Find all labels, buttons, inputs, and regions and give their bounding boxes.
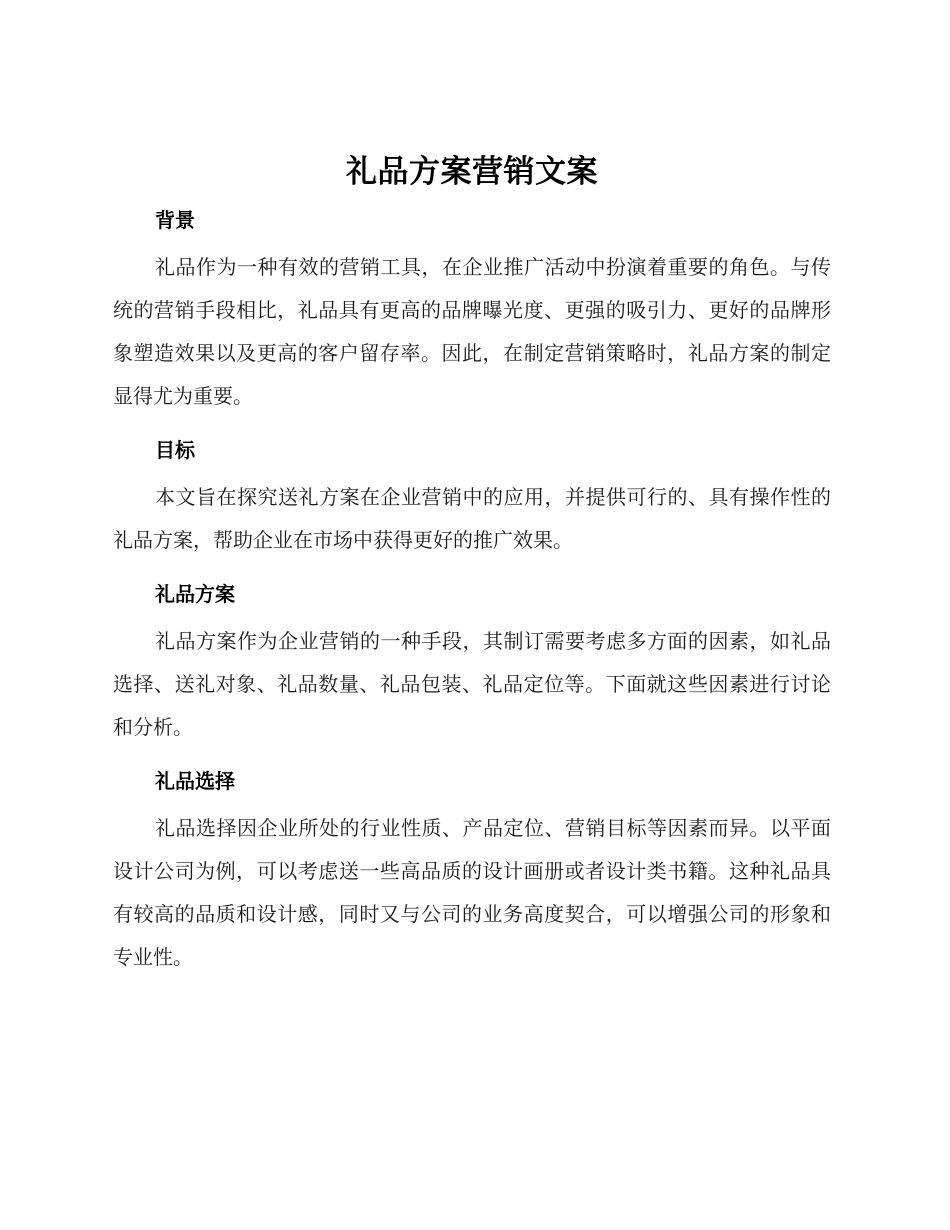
section-heading-goal: 目标 (155, 438, 195, 462)
section-gift-selection (113, 767, 831, 979)
section-heading-gift-plan: 礼品方案 (155, 582, 235, 606)
section-goal (113, 436, 831, 562)
section-body-background: 礼品作为一种有效的营销工具，在企业推广活动中扮演着重要的角色。与传统的营销手段相比，礼品具有更高的品牌曝光度、更强的吸引力、更好的品牌形象塑造效果以及更高的客户留存率。因此，在制定营销策略时，礼品方案的制定显得尤为重要。 (113, 255, 831, 408)
document-title: 礼品方案营销文案 (346, 154, 598, 190)
section-heading-background: 背景 (155, 208, 195, 232)
document-content (113, 150, 831, 997)
section-body-gift-plan: 礼品方案作为企业营销的一种手段，其制订需要考虑多方面的因素，如礼品选择、送礼对象、礼品数量、礼品包装、礼品定位等。下面就这些因素进行讨论和分析。 (113, 629, 831, 739)
section-heading-gift-selection: 礼品选择 (155, 769, 235, 793)
section-body-gift-selection: 礼品选择因企业所处的行业性质、产品定位、营销目标等因素而异。以平面设计公司为例，可以考虑送一些高品质的设计画册或者设计类书籍。这种礼品具有较高的品质和设计感，同时又与公司的业务高度契合，可以增强公司的形象和专业性。 (113, 816, 831, 969)
section-body-goal: 本文旨在探究送礼方案在企业营销中的应用，并提供可行的、具有操作性的礼品方案，帮助企业在市场中获得更好的推广效果。 (113, 485, 831, 552)
section-gift-plan (113, 580, 831, 749)
section-background (113, 206, 831, 418)
